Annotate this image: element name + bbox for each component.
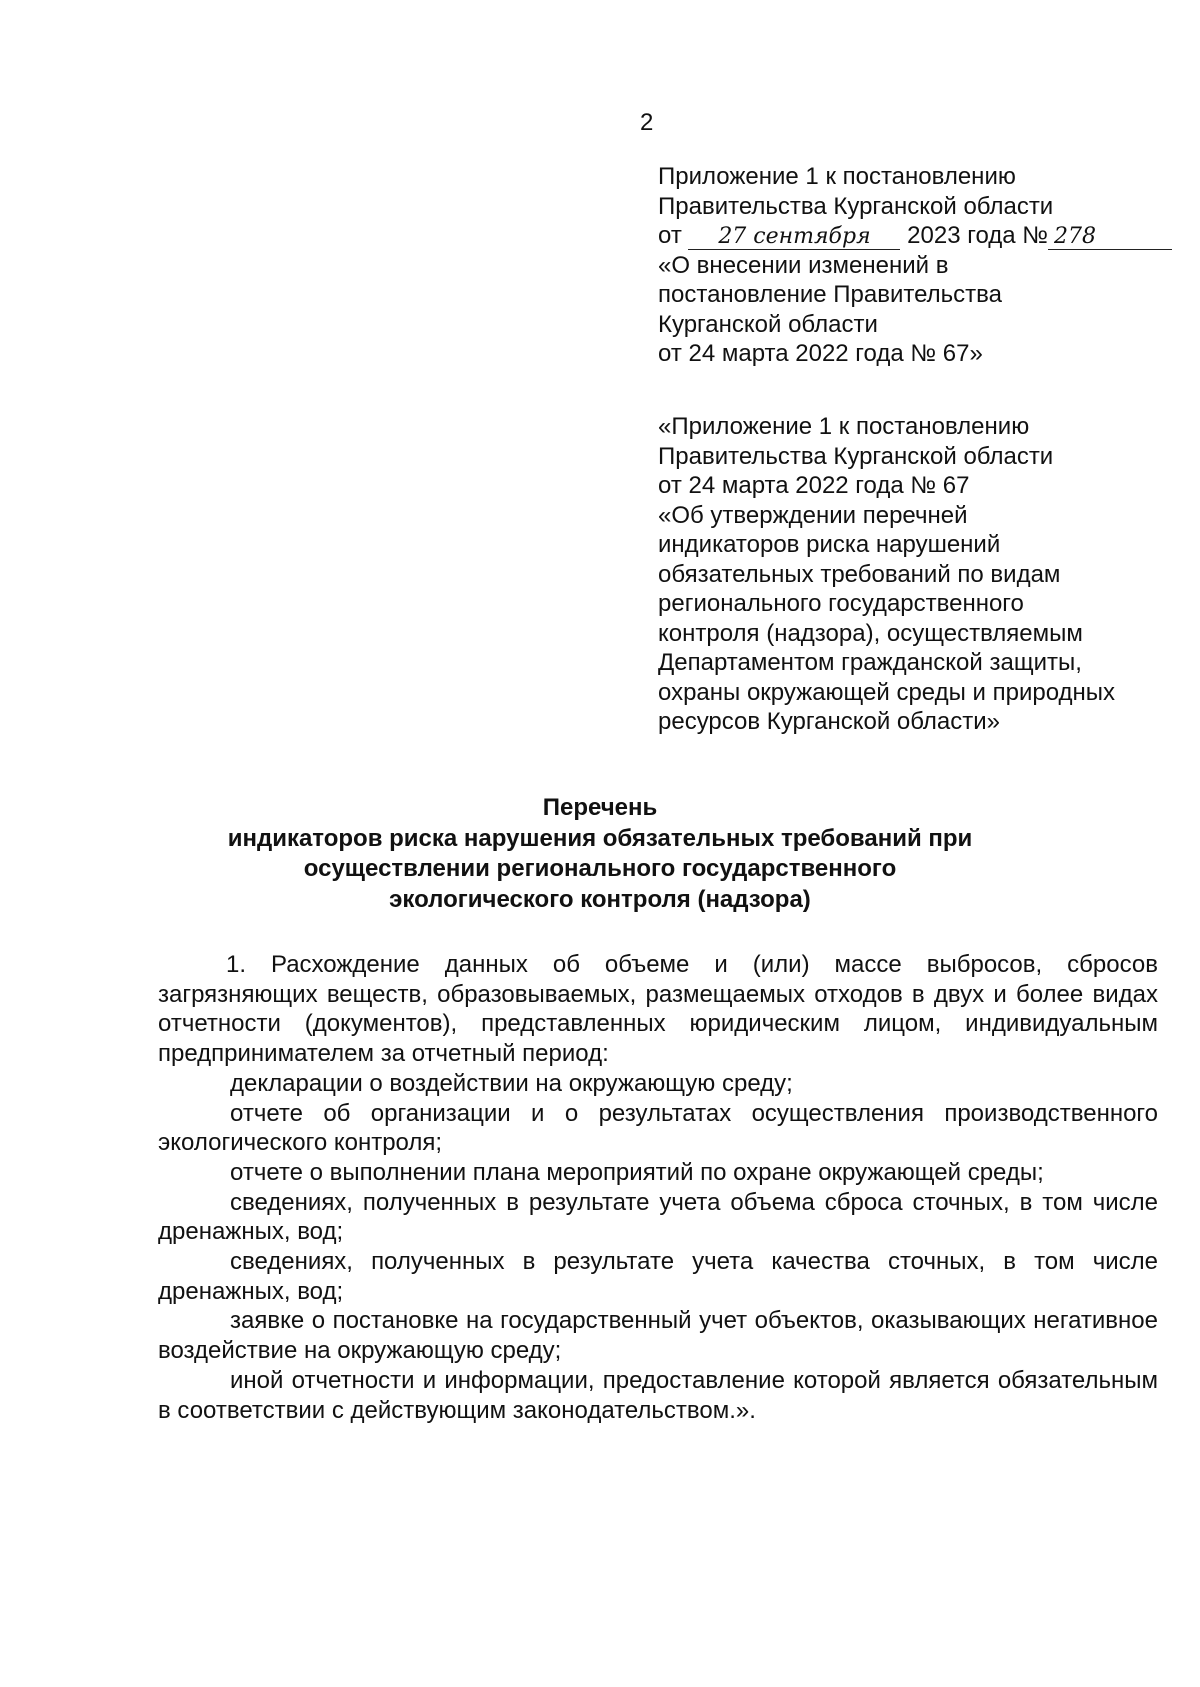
document-title (150, 793, 1050, 915)
handwritten-number: 278 (1048, 225, 1172, 250)
quoted-line: «Приложение 1 к постановлению (658, 413, 1030, 440)
handwritten-date: 27 сентября (688, 225, 900, 250)
paragraph: сведениях, полученных в результате учета объема сброса сточных, в том числе дренажных, вод; (158, 1188, 1158, 1246)
paragraph: 1. Расхождение данных об объеме и (или) массе выбросов, сбросов загрязняющих веществ, образовываемых, размещаемых отходов в двух и более видах отчетности (документов), представленных юридическим лицом, индивидуальным предпринимателем за отчетный период: (158, 951, 1158, 1068)
paragraph: иной отчетности и информации, предоставление которой является обязательным в соответствии с действующим законодательством.». (158, 1366, 1158, 1424)
title-line: индикаторов риска нарушения обязательных требований при (227, 824, 973, 852)
page-number: 2 (640, 109, 654, 136)
appendix-line: Курганской области (658, 310, 878, 338)
quoted-line: охраны окружающей среды и природных (658, 678, 1116, 706)
appendix-header (658, 162, 1188, 369)
quoted-line: «Об утверждении перечней (658, 501, 968, 529)
title-line: Перечень (542, 794, 658, 821)
appendix-line: Приложение 1 к постановлению (658, 163, 1016, 190)
year-text: 2023 года № (907, 222, 1049, 249)
quoted-appendix (658, 412, 1188, 737)
paragraph: отчете о выполнении плана мероприятий по охране окружающей среды; (230, 1158, 1044, 1186)
paragraph: сведениях, полученных в результате учета качества сточных, в том числе дренажных, вод; (158, 1248, 1158, 1305)
paragraph: отчете об организации и о результатах осуществления производственного экологического контроля; (158, 1099, 1158, 1157)
appendix-line: «О внесении изменений в (658, 251, 949, 279)
quoted-line: Правительства Курганской области (658, 442, 1054, 470)
appendix-line: Правительства Курганской области (658, 192, 1054, 220)
quoted-line: обязательных требований по видам (658, 560, 1061, 588)
paragraph: заявке о постановке на государственный учет объектов, оказывающих негативное воздействие на окружающую среду; (158, 1307, 1158, 1365)
quoted-line: индикаторов риска нарушений (658, 531, 1001, 558)
quoted-line: регионального государственного (658, 590, 1024, 617)
title-line: экологического контроля (надзора) (389, 885, 811, 913)
quoted-line: контроля (надзора), осуществляемым (658, 619, 1083, 647)
appendix-date-line (658, 221, 1188, 251)
quoted-line: ресурсов Курганской области» (658, 708, 1000, 735)
title-line: осуществлении регионального государственного (303, 855, 897, 882)
document-body (158, 950, 1158, 1425)
quoted-line: Департаментом гражданской защиты, (658, 649, 1082, 676)
appendix-line: постановление Правительства (658, 281, 1002, 308)
appendix-line: от 24 марта 2022 года № 67» (658, 340, 983, 367)
quoted-line: от 24 марта 2022 года № 67 (658, 472, 970, 499)
from-prefix: от (658, 222, 682, 249)
paragraph: декларации о воздействии на окружающую среду; (230, 1069, 793, 1097)
